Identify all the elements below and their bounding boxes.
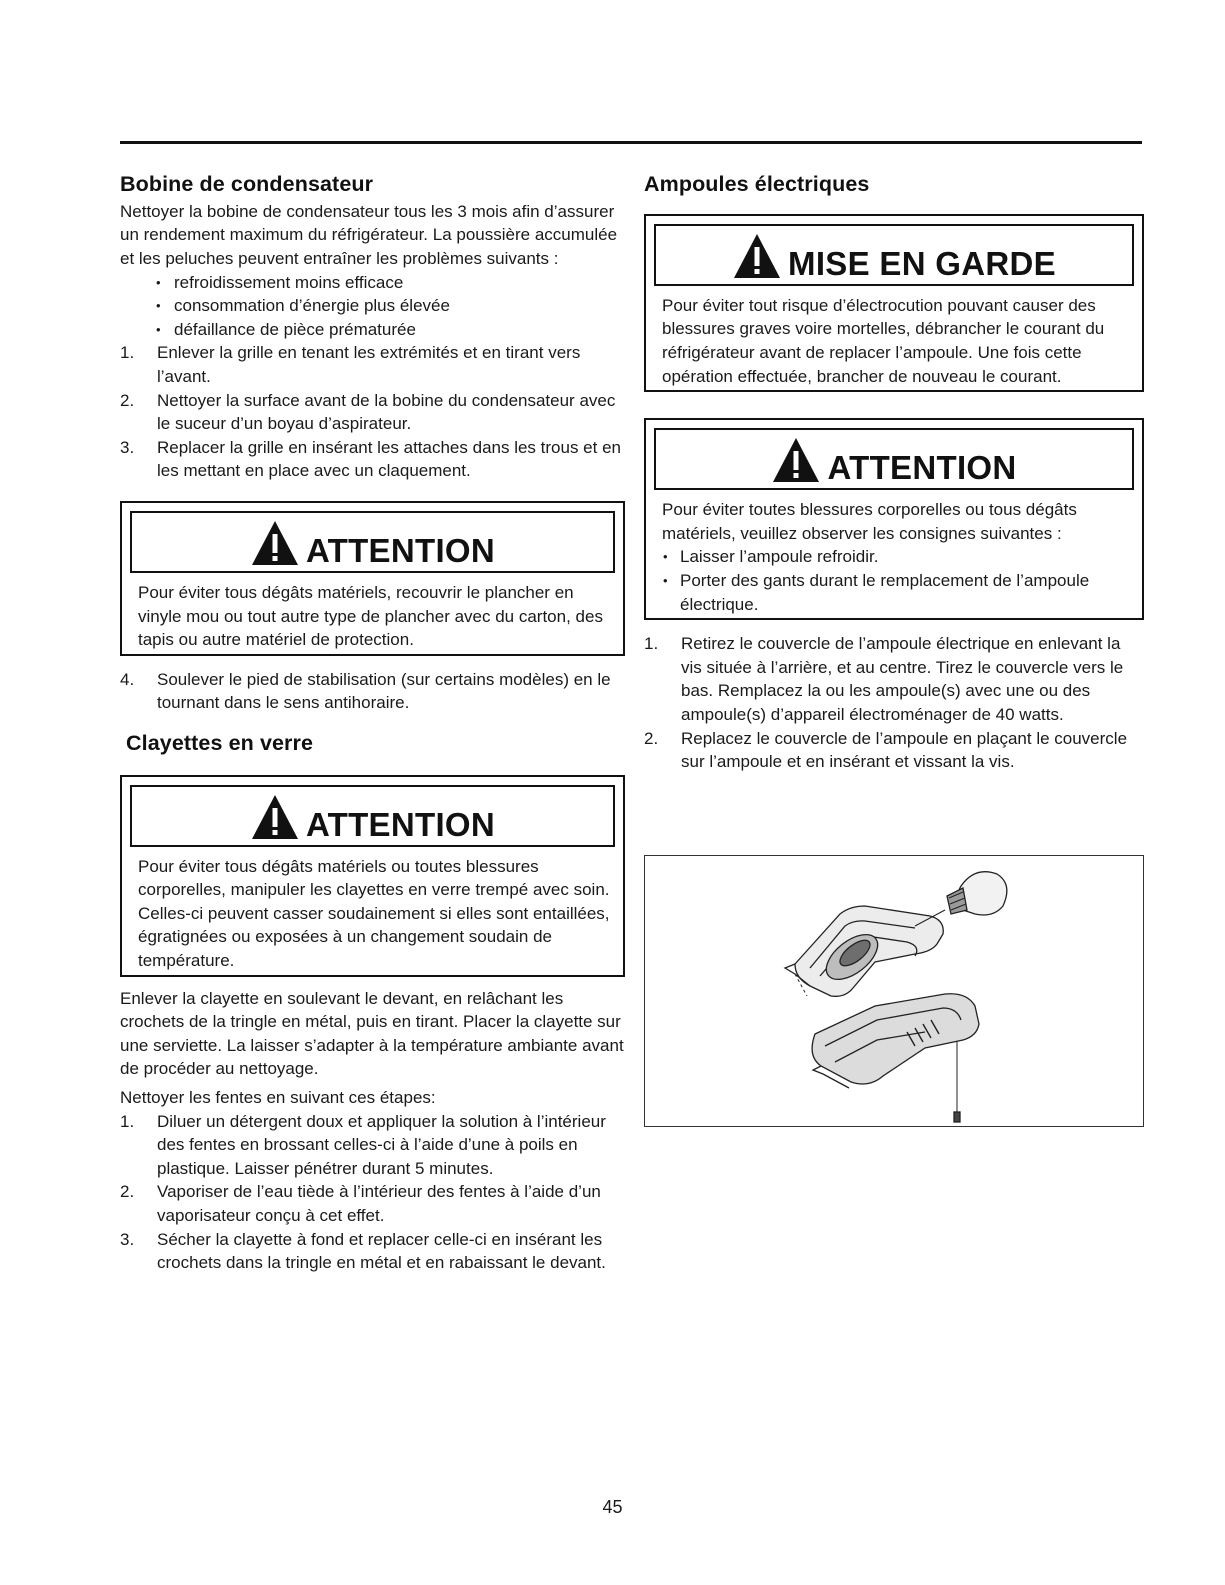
- step-text: Sécher la clayette à fond et replacer celle-ci en insérant les crochets dans la tringle en métal et en rabaissant le devant.: [157, 1229, 606, 1273]
- bulbs-title: Ampoules électriques: [644, 172, 870, 196]
- condenser-title: Bobine de condensateur: [120, 172, 374, 196]
- list-item: [120, 1180, 625, 1227]
- warning-triangle-icon: [771, 436, 821, 484]
- warning-triangle-icon: [250, 519, 300, 567]
- condenser-step-4: [120, 668, 625, 715]
- step-text: Retirez le couvercle de l’ampoule électrique en enlevant la vis située à l’arrière, et au centre. Tirez le couvercle vers le bas. Remplacez la ou les ampoule(s) avec une ou des ampoule(s) d’appareil électroménager de 40 watts.: [681, 634, 1124, 724]
- list-item: • consommation d’énergie plus élevée: [154, 294, 625, 318]
- shelves-title: Clayettes en verre: [126, 730, 314, 755]
- step-text: Diluer un détergent doux et appliquer la solution à l’intérieur des fentes en brossant celles-ci à l’aide d’une à poils en plastique. Laisser pénétrer durant 5 minutes.: [157, 1111, 606, 1178]
- list-item: • défaillance de pièce prématurée: [154, 318, 625, 342]
- warning-header: [654, 428, 1134, 490]
- shelves-steps: [120, 1110, 625, 1275]
- floor-warning-box: [120, 501, 625, 656]
- list-item: • refroidissement moins efficace: [154, 271, 625, 295]
- page-number: 45: [602, 1497, 623, 1517]
- warning-label: ATTENTION: [827, 449, 1017, 487]
- step-text: Replacez le couvercle de l’ampoule en plaçant le couvercle sur l’ampoule et en insérant et vissant la vis.: [681, 728, 1128, 772]
- list-item: [120, 1228, 625, 1275]
- list-item: • Laisser l’ampoule refroidir.: [662, 545, 1134, 569]
- step-number: 1.: [120, 1111, 135, 1131]
- warning-text: Pour éviter tous dégâts matériels, recouvrir le plancher en vinyle mou ou tout autre type de plancher avec du carton, des tapis ou autre matériel de protection.: [138, 582, 603, 650]
- warning-text: Pour éviter toutes blessures corporelles ou tous dégâts matériels, veuillez observer les consignes suivantes :: [662, 500, 1077, 543]
- bulb-warning-box: [644, 418, 1144, 620]
- step-text: Soulever le pied de stabilisation (sur certains modèles) en le tournant dans le sens antihoraire.: [157, 669, 611, 713]
- caution-header: [654, 224, 1134, 286]
- condenser-intro: Nettoyer la bobine de condensateur tous les 3 mois afin d’assurer un rendement maximum du réfrigérateur. La poussière accumulée et les peluches peuvent entraîner les problèmes suivants :: [120, 201, 618, 268]
- list-item: [120, 389, 625, 436]
- caution-box: [644, 214, 1144, 392]
- step-number: 2.: [120, 1182, 135, 1202]
- step-number: 1.: [120, 343, 135, 363]
- bulb-cover-drawing: [645, 856, 1143, 1126]
- list-item: [120, 436, 625, 483]
- left-column: [120, 172, 625, 1275]
- condenser-steps: [120, 341, 625, 483]
- list-item: [644, 632, 1144, 726]
- warning-triangle-icon: [732, 232, 782, 280]
- bulb-steps: [644, 632, 1144, 774]
- list-item: [120, 668, 625, 715]
- warning-text: Pour éviter tous dégâts matériels ou toutes blessures corporelles, manipuler les clayettes en verre trempé avec soin. Celles-ci peuvent casser soudainement si elles sont entaillées, égratignées ou exposées à un changement soudain de température.: [138, 856, 610, 971]
- warning-label: ATTENTION: [305, 805, 496, 843]
- list-item: • Porter des gants durant le remplacement de l’ampoule électrique.: [662, 569, 1134, 616]
- caution-text: Pour éviter tout risque d’électrocution pouvant causer des blessures graves voire mortelles, débrancher le courant du réfrigérateur avant de replacer l’ampoule. Une fois cette opération effectuée, brancher de nouveau le courant.: [662, 295, 1105, 386]
- step-number: 1.: [644, 634, 659, 654]
- list-item: [120, 1110, 625, 1181]
- warning-header: [130, 785, 615, 847]
- right-column: [644, 172, 1144, 774]
- warning-header: [130, 511, 615, 573]
- caution-label: MISE EN GARDE: [788, 244, 1056, 282]
- step-text: Replacer la grille en insérant les attaches dans les trous et en les mettant en place avec un claquement.: [157, 437, 621, 481]
- step-number: 4.: [120, 669, 135, 689]
- warning-bullets: [662, 545, 1134, 616]
- condenser-bullets: [154, 271, 625, 342]
- step-number: 3.: [120, 1229, 135, 1249]
- list-item: [644, 727, 1144, 774]
- bulb-cover-illustration: [644, 855, 1144, 1127]
- top-rule: [120, 141, 1142, 144]
- step-text: Enlever la grille en tenant les extrémités et en tirant vers l’avant.: [157, 343, 581, 386]
- shelves-warning-box: [120, 775, 625, 977]
- step-number: 2.: [644, 728, 659, 748]
- shelves-steps-intro: Nettoyer les fentes en suivant ces étapes:: [120, 1088, 436, 1108]
- shelves-paragraph: Enlever la clayette en soulevant le devant, en relâchant les crochets de la tringle en métal, puis en tirant. Placer la clayette sur une serviette. La laisser s’adapter à la température ambiante avant de procéder au nettoyage.: [120, 988, 624, 1079]
- step-number: 2.: [120, 390, 135, 410]
- step-text: Vaporiser de l’eau tiède à l’intérieur des fentes à l’aide d’un vaporisateur conçu à cet effet.: [157, 1182, 601, 1225]
- list-item: [120, 341, 625, 388]
- warning-label: ATTENTION: [305, 531, 496, 569]
- step-text: Nettoyer la surface avant de la bobine du condensateur avec le suceur d’un boyau d’aspirateur.: [157, 390, 616, 434]
- warning-triangle-icon: [250, 793, 300, 841]
- step-number: 3.: [120, 437, 135, 457]
